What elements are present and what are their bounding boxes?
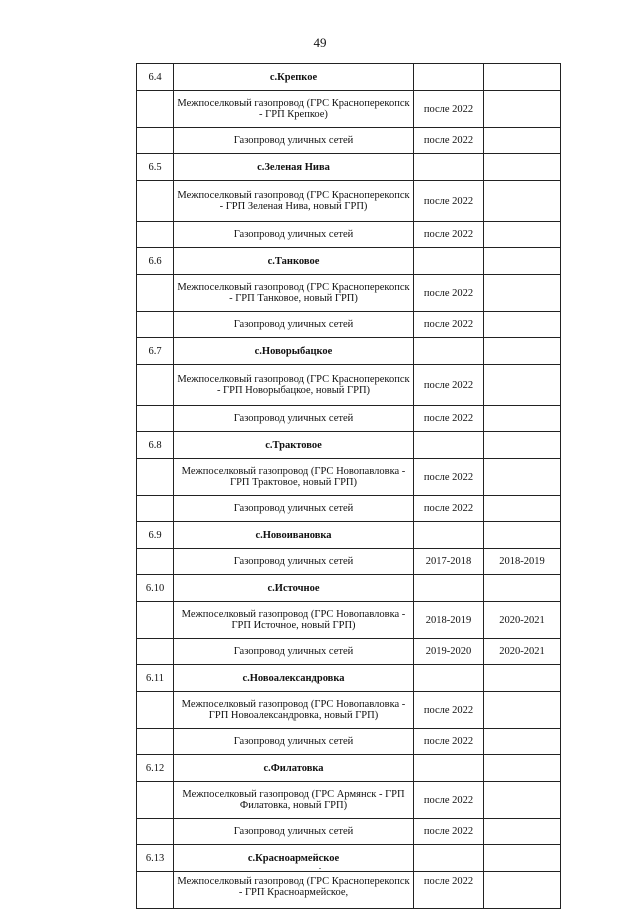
pipeline-row <box>137 459 561 496</box>
pipeline-row <box>137 496 561 522</box>
empty-cell <box>414 755 484 782</box>
construction-period: 2018-2019 <box>414 602 484 639</box>
completion-period <box>484 782 561 819</box>
empty-cell <box>414 64 484 91</box>
construction-period: после 2022 <box>414 312 484 338</box>
page-number: 49 <box>313 35 327 50</box>
construction-period: после 2022 <box>414 496 484 522</box>
pipeline-description: Межпоселковый газопровод (ГРС Красноперекопск - ГРП Зеленая Нива, новый ГРП) <box>174 181 414 222</box>
empty-cell <box>484 665 561 692</box>
completion-period <box>484 91 561 128</box>
construction-period: после 2022 <box>414 692 484 729</box>
empty-cell <box>484 64 561 91</box>
pipeline-description: Газопровод уличных сетей <box>174 496 414 522</box>
settlement-row <box>137 248 561 275</box>
empty-cell <box>484 248 561 275</box>
pipeline-description: Газопровод уличных сетей <box>174 312 414 338</box>
pipeline-row <box>137 222 561 248</box>
empty-cell <box>414 845 484 872</box>
completion-period <box>484 496 561 522</box>
completion-period <box>484 872 561 909</box>
empty-cell <box>137 459 174 496</box>
pipeline-row <box>137 549 561 575</box>
construction-period: после 2022 <box>414 406 484 432</box>
empty-cell <box>414 432 484 459</box>
construction-period: после 2022 <box>414 365 484 406</box>
settlement-name: с.Источное <box>174 575 414 602</box>
pipeline-description: Межпоселковый газопровод (ГРС Новопавловка - ГРП Новоалександровка, новый ГРП) <box>174 692 414 729</box>
construction-period: после 2022 <box>414 819 484 845</box>
empty-cell <box>137 872 174 909</box>
construction-period: после 2022 <box>414 782 484 819</box>
pipeline-row <box>137 275 561 312</box>
completion-period: 2020-2021 <box>484 602 561 639</box>
row-number: 6.6 <box>137 248 174 275</box>
pipeline-description: Газопровод уличных сетей <box>174 128 414 154</box>
empty-cell <box>484 575 561 602</box>
gas-pipeline-schedule-table <box>136 63 561 909</box>
empty-cell <box>137 496 174 522</box>
completion-period <box>484 222 561 248</box>
pipeline-description: Газопровод уличных сетей <box>174 406 414 432</box>
empty-cell <box>137 639 174 665</box>
scan-artifact <box>319 868 321 869</box>
settlement-name: с.Красноармейское <box>174 845 414 872</box>
empty-cell <box>484 338 561 365</box>
construction-period: 2017-2018 <box>414 549 484 575</box>
row-number: 6.13 <box>137 845 174 872</box>
settlement-name: с.Крепкое <box>174 64 414 91</box>
pipeline-row <box>137 729 561 755</box>
empty-cell <box>414 154 484 181</box>
construction-period: после 2022 <box>414 181 484 222</box>
completion-period <box>484 275 561 312</box>
pipeline-description: Газопровод уличных сетей <box>174 729 414 755</box>
pipeline-row <box>137 692 561 729</box>
completion-period <box>484 692 561 729</box>
pipeline-description: Газопровод уличных сетей <box>174 222 414 248</box>
construction-period: 2019-2020 <box>414 639 484 665</box>
settlement-name: с.Трактовое <box>174 432 414 459</box>
completion-period <box>484 312 561 338</box>
settlement-row <box>137 665 561 692</box>
settlement-row <box>137 575 561 602</box>
row-number: 6.9 <box>137 522 174 549</box>
empty-cell <box>137 782 174 819</box>
construction-period: после 2022 <box>414 275 484 312</box>
completion-period <box>484 406 561 432</box>
settlement-name: с.Новоалександровка <box>174 665 414 692</box>
completion-period <box>484 729 561 755</box>
pipeline-row <box>137 782 561 819</box>
empty-cell <box>137 312 174 338</box>
settlement-name: с.Новоивановка <box>174 522 414 549</box>
empty-cell <box>137 365 174 406</box>
completion-period <box>484 128 561 154</box>
empty-cell <box>484 845 561 872</box>
empty-cell <box>484 522 561 549</box>
settlement-row <box>137 522 561 549</box>
completion-period <box>484 365 561 406</box>
row-number: 6.10 <box>137 575 174 602</box>
completion-period: 2020-2021 <box>484 639 561 665</box>
empty-cell <box>484 432 561 459</box>
row-number: 6.5 <box>137 154 174 181</box>
empty-cell <box>414 575 484 602</box>
pipeline-row <box>137 91 561 128</box>
construction-period: после 2022 <box>414 91 484 128</box>
pipeline-description: Межпоселковый газопровод (ГРС Красноперекопск - ГРП Крепкое) <box>174 91 414 128</box>
empty-cell <box>414 338 484 365</box>
empty-cell <box>137 819 174 845</box>
settlement-row <box>137 432 561 459</box>
pipeline-row <box>137 406 561 432</box>
empty-cell <box>137 406 174 432</box>
pipeline-row <box>137 181 561 222</box>
construction-period: после 2022 <box>414 729 484 755</box>
empty-cell <box>484 154 561 181</box>
settlement-row <box>137 338 561 365</box>
empty-cell <box>137 729 174 755</box>
row-number: 6.4 <box>137 64 174 91</box>
settlement-name: с.Новорыбацкое <box>174 338 414 365</box>
empty-cell <box>137 222 174 248</box>
pipeline-description: Газопровод уличных сетей <box>174 639 414 665</box>
settlement-row <box>137 154 561 181</box>
pipeline-row <box>137 872 561 909</box>
settlement-name: с.Танковое <box>174 248 414 275</box>
pipeline-description: Межпоселковый газопровод (ГРС Красноперекопск - ГРП Красноармейское, <box>174 872 414 909</box>
pipeline-description: Межпоселковый газопровод (ГРС Красноперекопск - ГРП Танковое, новый ГРП) <box>174 275 414 312</box>
completion-period <box>484 459 561 496</box>
settlement-name: с.Филатовка <box>174 755 414 782</box>
pipeline-row <box>137 639 561 665</box>
empty-cell <box>414 665 484 692</box>
construction-period: после 2022 <box>414 459 484 496</box>
empty-cell <box>414 522 484 549</box>
settlement-row <box>137 64 561 91</box>
completion-period <box>484 819 561 845</box>
row-number: 6.8 <box>137 432 174 459</box>
settlement-row <box>137 845 561 872</box>
pipeline-description: Межпоселковый газопровод (ГРС Армянск - ГРП Филатовка, новый ГРП) <box>174 782 414 819</box>
settlement-row <box>137 755 561 782</box>
construction-period: после 2022 <box>414 128 484 154</box>
pipeline-description: Межпоселковый газопровод (ГРС Новопавловка - ГРП Трактовое, новый ГРП) <box>174 459 414 496</box>
pipeline-row <box>137 128 561 154</box>
empty-cell <box>414 248 484 275</box>
completion-period: 2018-2019 <box>484 549 561 575</box>
pipeline-row <box>137 819 561 845</box>
empty-cell <box>137 602 174 639</box>
empty-cell <box>137 91 174 128</box>
empty-cell <box>137 181 174 222</box>
pipeline-description: Межпоселковый газопровод (ГРС Новопавловка - ГРП Источное, новый ГРП) <box>174 602 414 639</box>
empty-cell <box>137 275 174 312</box>
empty-cell <box>137 128 174 154</box>
pipeline-row <box>137 602 561 639</box>
empty-cell <box>484 755 561 782</box>
pipeline-description: Газопровод уличных сетей <box>174 819 414 845</box>
empty-cell <box>137 549 174 575</box>
row-number: 6.11 <box>137 665 174 692</box>
empty-cell <box>137 692 174 729</box>
pipeline-row <box>137 312 561 338</box>
pipeline-description: Газопровод уличных сетей <box>174 549 414 575</box>
completion-period <box>484 181 561 222</box>
row-number: 6.12 <box>137 755 174 782</box>
pipeline-row <box>137 365 561 406</box>
pipeline-description: Межпоселковый газопровод (ГРС Красноперекопск - ГРП Новорыбацкое, новый ГРП) <box>174 365 414 406</box>
construction-period: после 2022 <box>414 222 484 248</box>
settlement-name: с.Зеленая Нива <box>174 154 414 181</box>
row-number: 6.7 <box>137 338 174 365</box>
construction-period: после 2022 <box>414 872 484 909</box>
